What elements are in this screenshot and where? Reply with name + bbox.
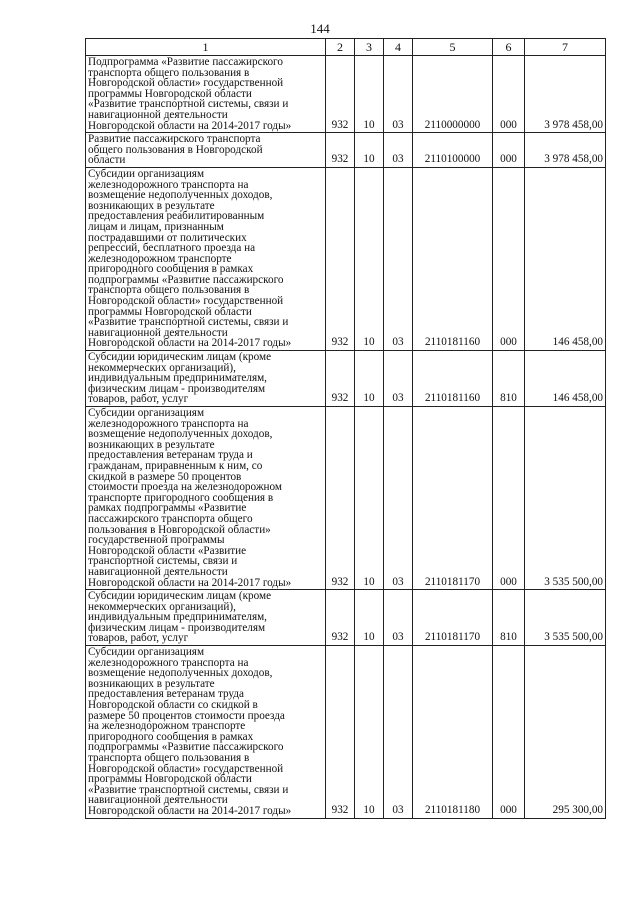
ministry-code-cell: 932 <box>326 646 355 819</box>
subsection-code-cell: 03 <box>384 56 413 133</box>
section-code-cell: 10 <box>355 56 384 133</box>
table-row <box>86 590 606 646</box>
expense-type-cell: 000 <box>493 646 525 819</box>
ministry-code-cell: 932 <box>326 351 355 407</box>
expense-type-cell: 000 <box>493 56 525 133</box>
column-header-5: 5 <box>413 39 493 56</box>
section-code-cell: 10 <box>355 351 384 407</box>
subsection-code-cell: 03 <box>384 407 413 590</box>
section-code-cell: 10 <box>355 646 384 819</box>
target-article-cell: 2110181170 <box>413 590 493 646</box>
section-code-cell: 10 <box>355 167 384 350</box>
expense-type-cell: 810 <box>493 590 525 646</box>
target-article-cell: 2110181180 <box>413 646 493 819</box>
amount-cell: 295 300,00 <box>525 646 606 819</box>
subsection-code-cell: 03 <box>384 646 413 819</box>
target-article-cell: 2110100000 <box>413 133 493 168</box>
row-name-cell: Субсидии юридическим лицам (кроме некоммерческих организаций), индивидуальным предпринимателям, физическим лицам - производителям товаров, работ, услуг <box>86 590 326 646</box>
table-row <box>86 167 606 350</box>
target-article-cell: 2110000000 <box>413 56 493 133</box>
ministry-code-cell: 932 <box>326 590 355 646</box>
column-header-2: 2 <box>326 39 355 56</box>
amount-cell: 146 458,00 <box>525 351 606 407</box>
expense-type-cell: 000 <box>493 167 525 350</box>
target-article-cell: 2110181160 <box>413 167 493 350</box>
amount-cell: 146 458,00 <box>525 167 606 350</box>
amount-cell: 3 535 500,00 <box>525 407 606 590</box>
column-header-4: 4 <box>384 39 413 56</box>
row-name-cell: Развитие пассажирского транспорта общего пользования в Новгородской области <box>86 133 326 168</box>
row-name-cell: Субсидии организациям железнодорожного транспорта на возмещение недополученных доходов, возникающих в результате предоставления ветеранам труда и гражданам, приравненным к ним, со скидкой в размере 50 процентов стоимости проезда на железнодорожном транспорте пригородного сообщения в рамках подпрограммы «Развитие пассажирского транспорта общего пользования в Новгородской области» государственной программы Новгородской области «Развитие транспортной системы, связи и навигационной деятельности Новгородской области на 2014-2017 годы» <box>86 407 326 590</box>
table-row <box>86 351 606 407</box>
row-name-cell: Подпрограмма «Развитие пассажирского транспорта общего пользования в Новгородской области» государственной программы Новгородской области «Развитие транспортной системы, связи и навигационной деятельности Новгородской области на 2014-2017 годы» <box>86 56 326 133</box>
target-article-cell: 2110181160 <box>413 351 493 407</box>
ministry-code-cell: 932 <box>326 56 355 133</box>
ministry-code-cell: 932 <box>326 167 355 350</box>
expense-type-cell: 810 <box>493 351 525 407</box>
column-header-3: 3 <box>355 39 384 56</box>
table-row <box>86 133 606 168</box>
row-name-cell: Субсидии организациям железнодорожного транспорта на возмещение недополученных доходов, возникающих в результате предоставления ветеранам труда Новгородской области со скидкой в размере 50 процентов стоимости проезда на железнодорожном транспорте пригородного сообщения в рамках подпрограммы «Развитие пассажирского транспорта общего пользования в Новгородской области» государственной программы Новгородской области «Развитие транспортной системы, связи и навигационной деятельности Новгородской области на 2014-2017 годы» <box>86 646 326 819</box>
subsection-code-cell: 03 <box>384 167 413 350</box>
table-row <box>86 407 606 590</box>
column-header-6: 6 <box>493 39 525 56</box>
budget-table <box>85 38 606 819</box>
ministry-code-cell: 932 <box>326 133 355 168</box>
expense-type-cell: 000 <box>493 407 525 590</box>
page-number: 144 <box>310 21 330 36</box>
column-header-7: 7 <box>525 39 606 56</box>
row-name-cell: Субсидии организациям железнодорожного транспорта на возмещение недополученных доходов, возникающих в результате предоставления реабилитированным лицам и лицам, признанным пострадавшими от политических репрессий, бесплатного проезда на железнодорожном транспорте пригородного сообщения в рамках подпрограммы «Развитие пассажирского транспорта общего пользования в Новгородской области» государственной программы Новгородской области «Развитие транспортной системы, связи и навигационной деятельности Новгородской области на 2014-2017 годы» <box>86 167 326 350</box>
subsection-code-cell: 03 <box>384 133 413 168</box>
target-article-cell: 2110181170 <box>413 407 493 590</box>
column-header-1: 1 <box>86 39 326 56</box>
subsection-code-cell: 03 <box>384 590 413 646</box>
section-code-cell: 10 <box>355 590 384 646</box>
table-row <box>86 646 606 819</box>
amount-cell: 3 978 458,00 <box>525 56 606 133</box>
amount-cell: 3 535 500,00 <box>525 590 606 646</box>
table-row <box>86 56 606 133</box>
section-code-cell: 10 <box>355 407 384 590</box>
subsection-code-cell: 03 <box>384 351 413 407</box>
table-header-row <box>86 39 606 56</box>
ministry-code-cell: 932 <box>326 407 355 590</box>
expense-type-cell: 000 <box>493 133 525 168</box>
section-code-cell: 10 <box>355 133 384 168</box>
row-name-cell: Субсидии юридическим лицам (кроме некоммерческих организаций), индивидуальным предпринимателям, физическим лицам - производителям товаров, работ, услуг <box>86 351 326 407</box>
amount-cell: 3 978 458,00 <box>525 133 606 168</box>
